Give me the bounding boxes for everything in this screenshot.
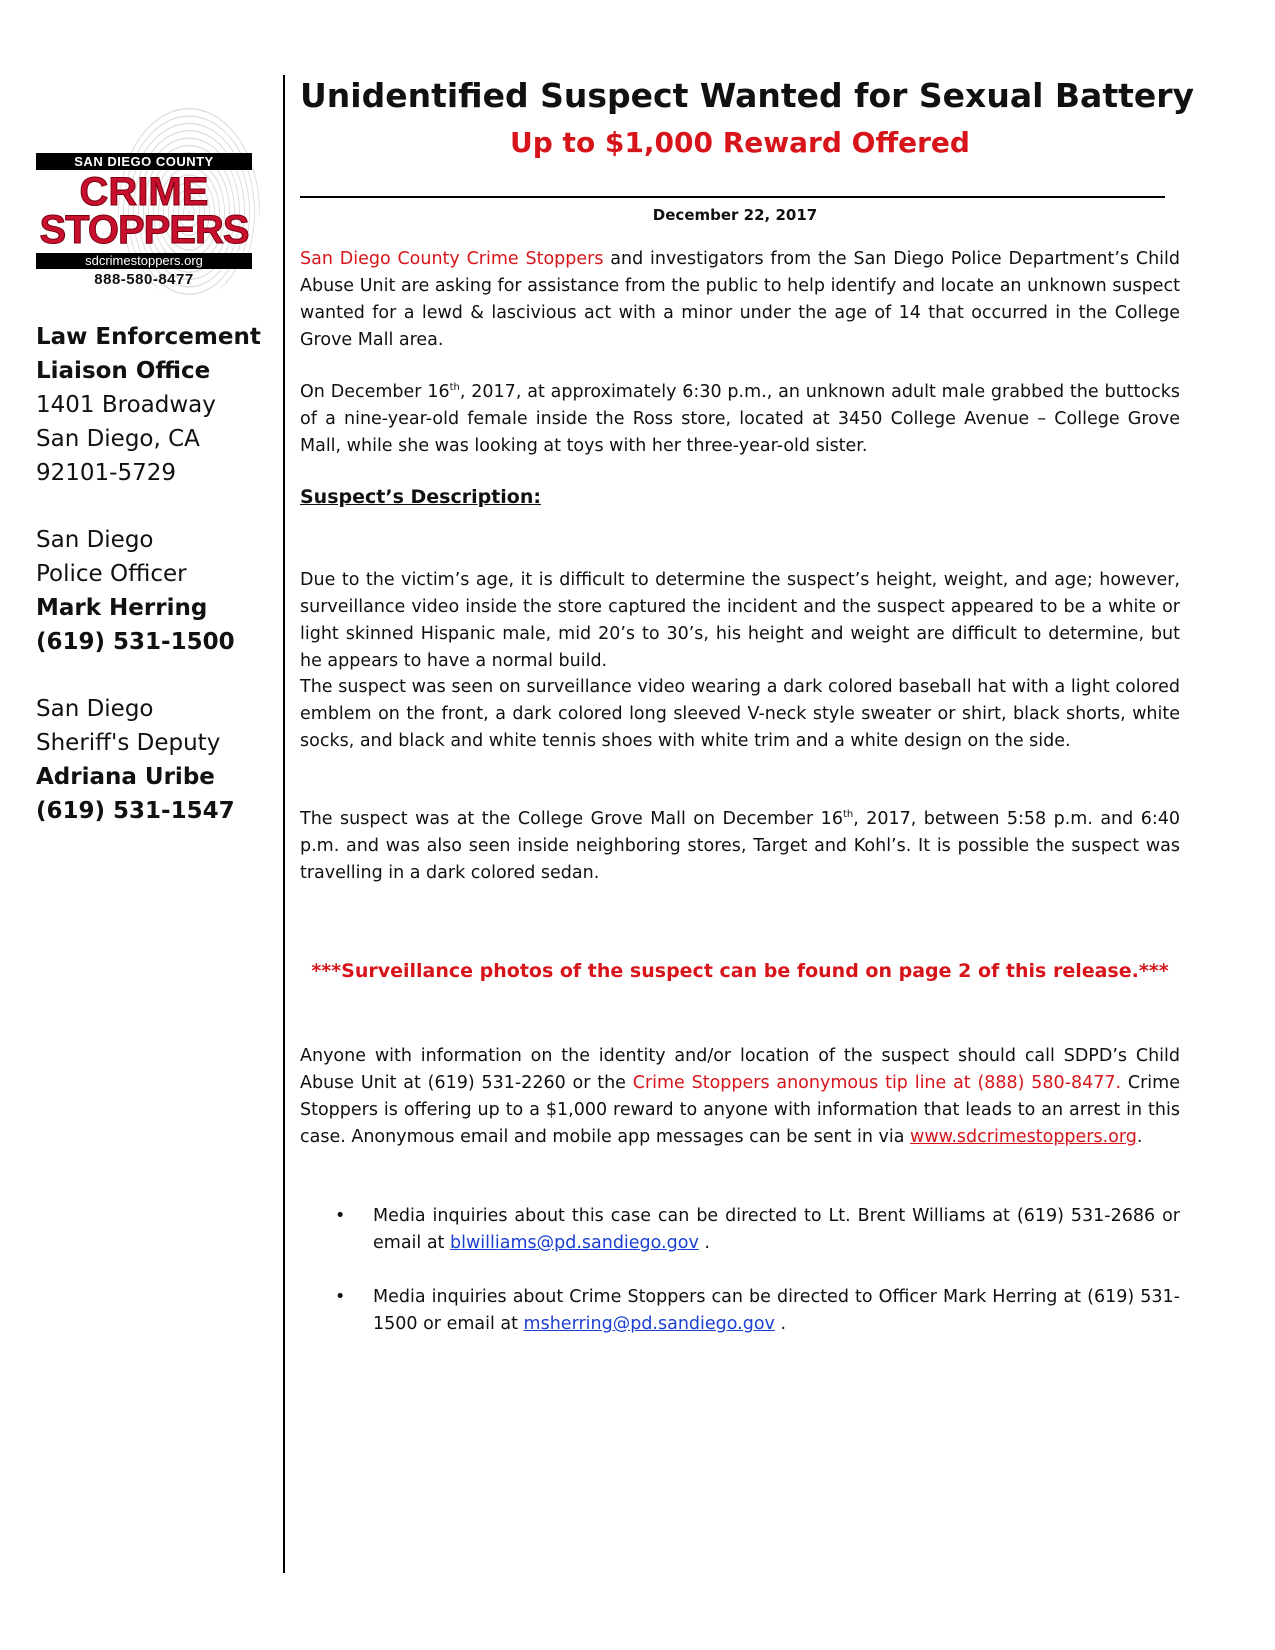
logo-phone: 888-580-8477 (94, 271, 194, 288)
address-zip: 92101-5729 (36, 460, 176, 486)
surveillance-notice: ***Surveillance photos of the suspect can be found on page 2 of this release.*** (311, 960, 1169, 982)
contact2-phone: (619) 531-1547 (36, 798, 235, 824)
office-address-block (36, 320, 261, 490)
crime-stoppers-name: San Diego County Crime Stoppers (300, 249, 604, 269)
paragraph-timeline-a: The suspect was at the College Grove Mall on December 16 (300, 809, 843, 829)
office-name-line1: Law Enforcement (36, 324, 261, 350)
contact1-phone: (619) 531-1500 (36, 629, 235, 655)
vertical-divider (283, 75, 285, 1573)
bullet-dot: • (335, 1287, 346, 1307)
paragraph-timeline (300, 806, 1180, 887)
crime-stoppers-logo (30, 108, 260, 298)
email-link-blwilliams[interactable]: blwilliams@pd.sandiego.gov (449, 1233, 699, 1253)
paragraph-intro-text: and investigators from the San Diego Police Department’s Child Abuse Unit are asking for assistance from the public to help identify and locate an unknown suspect wanted for a lewd & lascivious act with a minor under the age of 14 that occurred in the College Grove Mall area. (300, 249, 1181, 350)
media-bullet-case (335, 1203, 1180, 1257)
logo-top-band: SAN DIEGO COUNTY (36, 153, 252, 170)
paragraph-clothing: The suspect was seen on surveillance video wearing a dark colored baseball hat with a light colored emblem on the front, a dark colored long sleeved V-neck style sweater or shirt, black shorts, white socks, and black and white tennis shoes with white trim and a white design on the side. (300, 677, 1180, 751)
ordinal-suffix: th (842, 809, 854, 821)
bullet-text: Media inquiries about this case can be directed to Lt. Brent Williams at (619) 531-2686 or email at (373, 1206, 1180, 1253)
address-city: San Diego, CA (36, 426, 200, 452)
contact1-line2: Police Officer (36, 561, 187, 587)
address-street: 1401 Broadway (36, 392, 216, 418)
bullet-dot: • (335, 1206, 346, 1226)
list-item (335, 1284, 1180, 1338)
list-item (335, 1203, 1180, 1257)
horizontal-divider (300, 196, 1165, 198)
paragraph-tipline (300, 1043, 1180, 1151)
contact1-name: Mark Herring (36, 595, 208, 621)
paragraph-tipline-b: Crime Stoppers is offering up to a $1,000 reward to anyone with information that leads to an arrest in this case. Anonymous email and mobile app messages can be sent in via (300, 1073, 1180, 1147)
website-link[interactable]: www.sdcrimestoppers.org (910, 1127, 1137, 1147)
contact1-line1: San Diego (36, 527, 154, 553)
bullet-end: . (774, 1314, 787, 1334)
office-name-line2: Liaison Office (36, 358, 211, 384)
paragraph-tipline-a: Anyone with information on the identity and/or location of the suspect should call SDPD’s Child Abuse Unit at (619) 531-2260 or the (300, 1046, 1180, 1093)
contact2-name: Adriana Uribe (36, 764, 215, 790)
paragraph-incident (300, 379, 1180, 460)
bullet-end: . (698, 1233, 710, 1253)
paragraph-intro (300, 246, 1180, 354)
media-bullet-crime-stoppers (335, 1284, 1180, 1338)
contact-sheriff-deputy (36, 692, 235, 828)
page-title: Unidentified Suspect Wanted for Sexual Battery (300, 76, 1195, 115)
logo-word-stoppers: STOPPERS (39, 208, 249, 252)
paragraph-incident-a: On December 16 (300, 382, 450, 402)
contact2-line2: Sheriff's Deputy (36, 730, 221, 756)
contact2-line1: San Diego (36, 696, 154, 722)
logo-word-crime: CRIME (79, 170, 209, 214)
logo-website: sdcrimestoppers.org (36, 253, 252, 269)
suspect-description-heading: Suspect’s Description: (300, 486, 541, 508)
release-date: December 22, 2017 (652, 206, 818, 224)
tip-line-text: Crime Stoppers anonymous tip line at (888) 580-8477. (632, 1073, 1122, 1093)
ordinal-suffix: th (449, 382, 460, 394)
sidebar (0, 0, 283, 1650)
reward-subtitle: Up to $1,000 Reward Offered (510, 126, 970, 159)
paragraph-incident-b: , 2017, at approximately 6:30 p.m., an unknown adult male grabbed the buttocks of a nine-year-old female inside the Ross store, located at 3450 College Avenue – College Grove Mall, while she was looking at toys with her three-year-old sister. (300, 382, 1180, 456)
contact-police-officer (36, 523, 235, 659)
email-link-msherring[interactable]: msherring@pd.sandiego.gov (523, 1314, 775, 1334)
bullet-text: Media inquiries about Crime Stoppers can be directed to Officer Mark Herring at (619) 531-1500 or email at (373, 1287, 1180, 1334)
paragraph-tipline-end: . (1136, 1127, 1143, 1147)
paragraph-timeline-b: , 2017, between 5:58 p.m. and 6:40 p.m. and was also seen inside neighboring stores, Target and Kohl’s. It is possible the suspect was travelling in a dark colored sedan. (300, 809, 1180, 883)
paragraph-description: Due to the victim’s age, it is difficult to determine the suspect’s height, weight, and age; however, surveillance video inside the store captured the incident and the suspect appeared to be a white or light skinned Hispanic male, mid 20’s to 30’s, his height and weight are difficult to determine, but he appears to have a normal build. (300, 570, 1180, 671)
